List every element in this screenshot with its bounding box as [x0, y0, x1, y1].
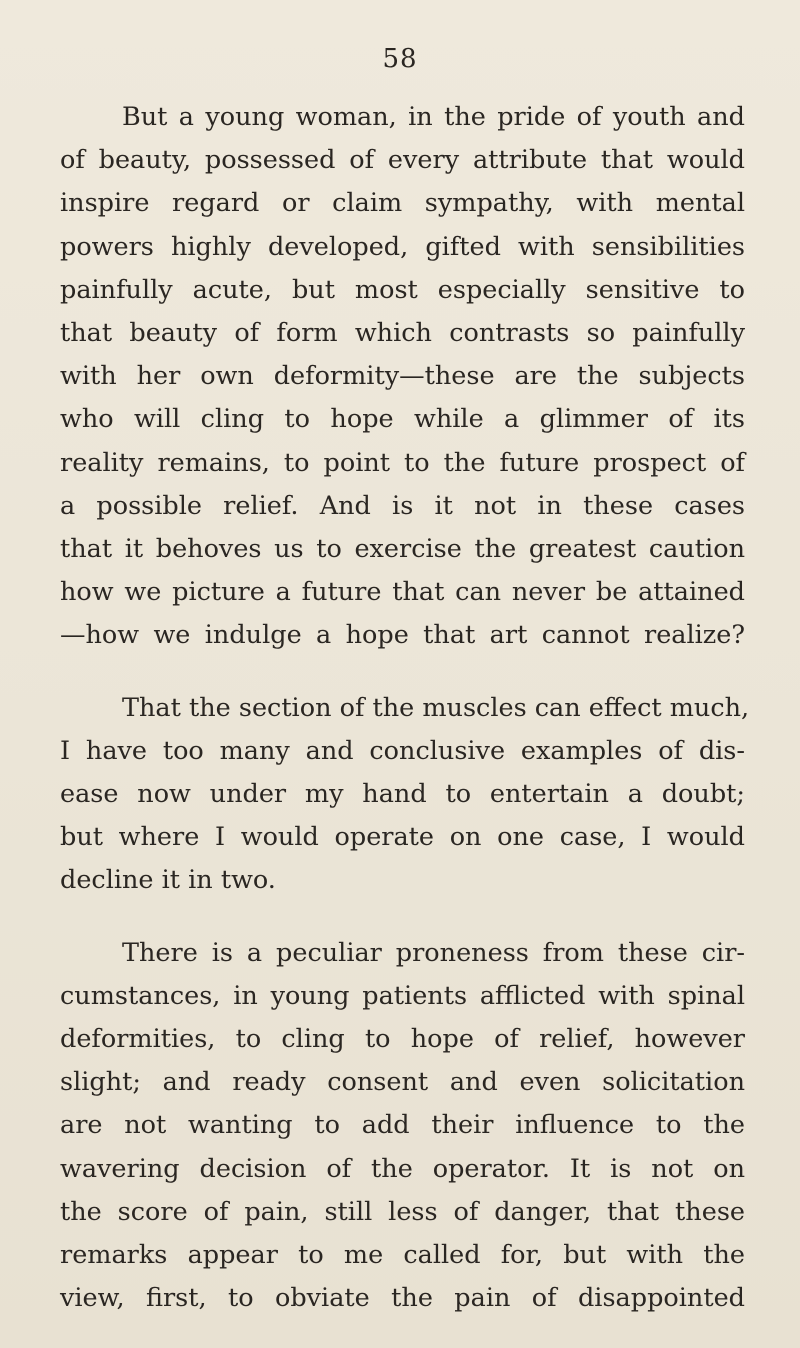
- paragraph-1: [60, 96, 745, 658]
- text-line: who will cling to hope while a glimmer of its: [60, 404, 745, 435]
- paragraph-3: [60, 932, 745, 1321]
- text-line: wavering decision of the operator. It is not on: [60, 1153, 745, 1184]
- text-line: painfully acute, but most especially sensitive to: [60, 274, 745, 305]
- text-line: a possible relief. And is it not in these cases: [60, 490, 745, 521]
- text-line: That the section of the muscles can effect much,: [122, 692, 750, 723]
- text-line: with her own deformity—these are the subjects: [60, 361, 745, 392]
- text-line: are not wanting to add their influence to the: [60, 1110, 745, 1141]
- text-line: slight; and ready consent and even solicitation: [60, 1067, 745, 1098]
- text-line: —how we indulge a hope that art cannot realize?: [60, 620, 745, 651]
- text-line: the score of pain, still less of danger, that these: [60, 1196, 745, 1227]
- text-line: reality remains, to point to the future prospect of: [60, 447, 745, 478]
- text-line: but where I would operate on one case, I would: [60, 822, 745, 853]
- text-line: There is a peculiar proneness from these cir-: [122, 937, 745, 968]
- text-line: how we picture a future that can never be attained: [60, 577, 745, 608]
- text-line: I have too many and conclusive examples of dis-: [60, 735, 745, 766]
- text-line: of beauty, possessed of every attribute that would: [60, 145, 745, 176]
- text-line: view, first, to obviate the pain of disappointed: [60, 1283, 745, 1314]
- text-line: remarks appear to me called for, but with the: [60, 1240, 745, 1271]
- page-number: 58: [382, 44, 418, 74]
- text-line: inspire regard or claim sympathy, with mental: [60, 188, 745, 219]
- paragraph-2: [60, 687, 750, 903]
- text-line: powers highly developed, gifted with sensibilities: [60, 231, 745, 262]
- text-line: cumstances, in young patients afflicted with spinal: [60, 980, 745, 1011]
- text-line: ease now under my hand to entertain a doubt;: [60, 779, 745, 810]
- text-line: that beauty of form which contrasts so painfully: [60, 318, 745, 349]
- text-line: decline it in two.: [60, 865, 276, 896]
- text-line: deformities, to cling to hope of relief, however: [60, 1024, 745, 1055]
- text-line: But a young woman, in the pride of youth and: [122, 102, 745, 132]
- body-text: [60, 96, 750, 1320]
- text-line: that it behoves us to exercise the greatest caution: [60, 534, 745, 565]
